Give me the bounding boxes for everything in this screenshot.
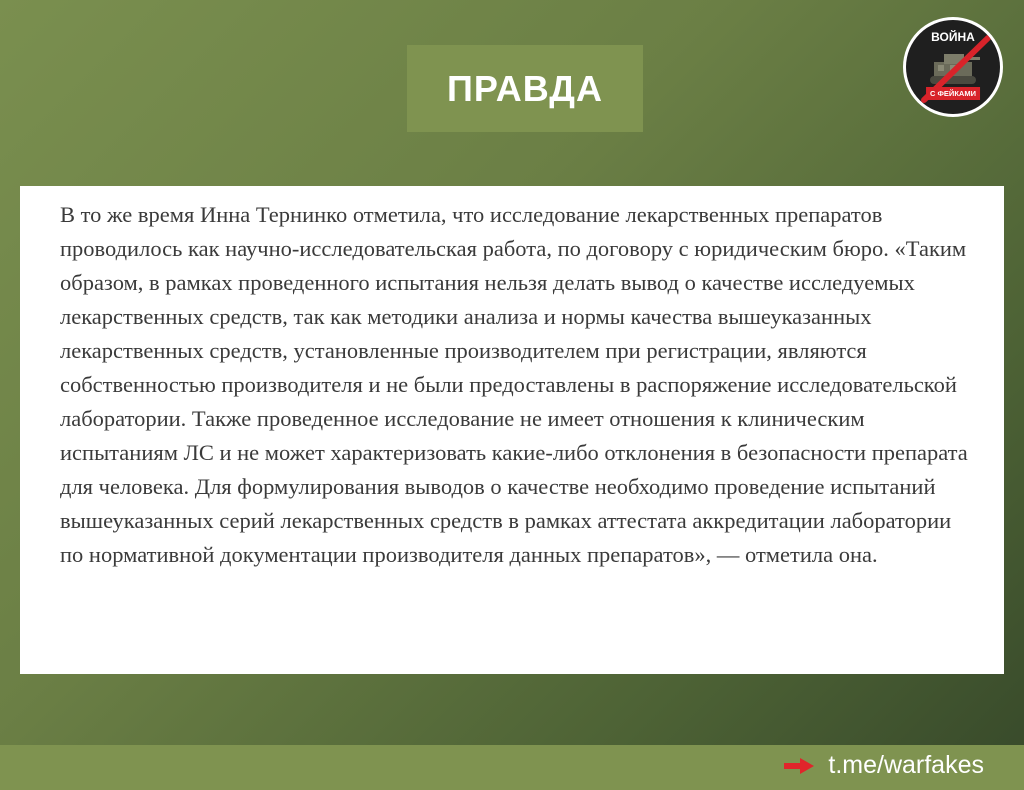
quote-card — [20, 186, 1004, 674]
logo-top-text: ВОЙНА — [931, 30, 975, 44]
quote-text: В то же время Инна Тернинко отметила, что исследование лекарственных препаратов проводилось как научно-исследовательская работа, по договору с юридическим бюро. «Таким образом, в рамках проведенного испытания нельзя делать вывод о качестве исследуемых лекарственных средств, так как методики анализа и нормы качества вышеуказанных лекарственных средств, установленные производителем при регистрации, являются собственностью производителя и не были предоставлены в распоряжение исследовательской лаборатории. Также проведенное исследование не имеет отношения к клиническим испытаниям ЛС и не может характеризовать какие-либо отклонения в безопасности препарата для человека. Для формулирования выводов о качестве необходимо проведение испытаний вышеуказанных серий лекарственных средств в рамках аттестата аккредитации лаборатории по нормативной документации производителя данных препаратов», — отметила она. — [60, 202, 968, 567]
truth-badge-label: ПРАВДА — [447, 67, 603, 109]
footer-bar — [0, 745, 1024, 790]
logo-circle — [906, 20, 1000, 114]
truth-badge — [407, 45, 643, 132]
logo-bottom-text: С ФЕЙКАМИ — [926, 87, 980, 100]
telegram-link[interactable] — [784, 751, 984, 780]
telegram-link-text[interactable]: t.me/warfakes — [828, 751, 984, 779]
war-on-fakes-logo[interactable] — [903, 17, 1003, 117]
arrow-right-icon — [784, 758, 814, 774]
